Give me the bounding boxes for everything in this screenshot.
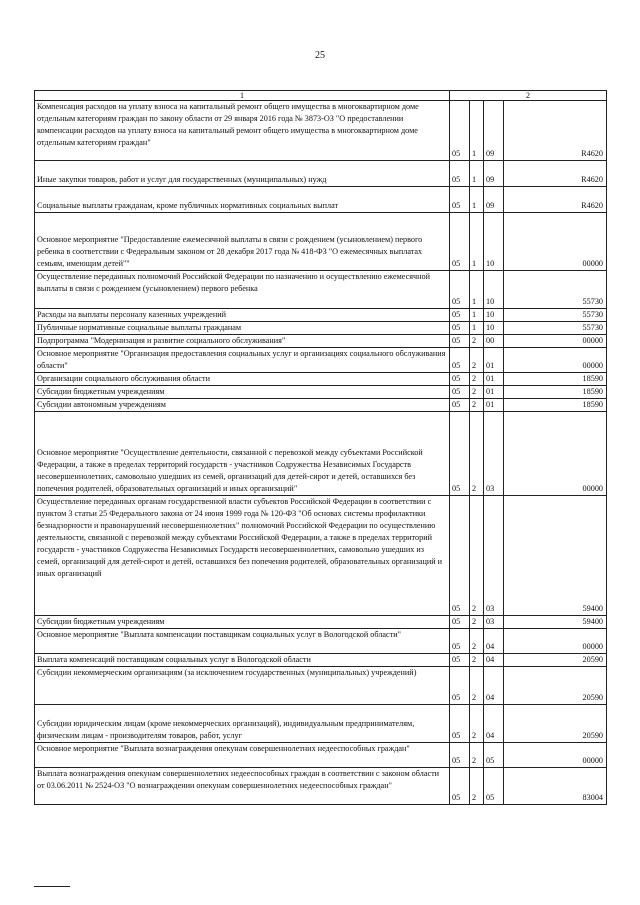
code-direction: 18590 (504, 373, 607, 386)
code-direction: 55730 (504, 322, 607, 335)
code-direction: 55730 (504, 309, 607, 322)
code-direction: 18590 (504, 399, 607, 412)
code-subprogram: 10 (484, 213, 504, 271)
code-subprogram: 04 (484, 667, 504, 705)
code-program: 2 (470, 768, 484, 805)
row-description: Основное мероприятие "Осуществление деятельности, связанной с перевозкой между субъектами Российской Федерации, а также в пределах территорий государств - участников Содружества Независимых Государств несовершеннолетних, самовольно ушедших из семей, организаций для детей-сирот и детей, оставшихся без попечения родителей, образовательных организаций и иных организаций" (35, 412, 450, 496)
code-section: 05 (450, 768, 470, 805)
code-section: 05 (450, 335, 470, 348)
table-row (35, 213, 607, 271)
code-subprogram: 10 (484, 309, 504, 322)
code-subprogram: 03 (484, 496, 504, 616)
code-section: 05 (450, 667, 470, 705)
code-section: 05 (450, 616, 470, 629)
code-section: 05 (450, 348, 470, 373)
code-program: 2 (470, 667, 484, 705)
table-row (35, 309, 607, 322)
table-header-row (35, 91, 607, 101)
code-direction: 00000 (504, 629, 607, 654)
code-subprogram: 09 (484, 187, 504, 213)
code-section: 05 (450, 399, 470, 412)
code-program: 2 (470, 412, 484, 496)
code-direction: 83004 (504, 768, 607, 805)
table-row (35, 768, 607, 805)
table-row (35, 322, 607, 335)
table-row (35, 161, 607, 187)
budget-classification-table (34, 90, 607, 805)
code-direction: 00000 (504, 335, 607, 348)
code-direction: 18590 (504, 386, 607, 399)
code-section: 05 (450, 213, 470, 271)
code-direction: 59400 (504, 496, 607, 616)
table-row (35, 743, 607, 768)
row-description: Основное мероприятие "Предоставление ежемесячной выплаты в связи с рождением (усыновлением) первого ребенка в соответствии с Федеральным законом от 28 декабря 2017 года № 418-ФЗ "О ежемесячных выплатах семьям, имеющим детей"" (35, 213, 450, 271)
code-program: 1 (470, 187, 484, 213)
code-program: 2 (470, 335, 484, 348)
code-direction: R4620 (504, 101, 607, 161)
code-subprogram: 00 (484, 335, 504, 348)
code-section: 05 (450, 322, 470, 335)
row-description: Основное мероприятие "Выплата компенсации поставщикам социальных услуг в Вологодской области" (35, 629, 450, 654)
row-description: Выплата компенсаций поставщикам социальных услуг в Вологодской области (35, 654, 450, 667)
code-subprogram: 10 (484, 271, 504, 309)
code-program: 1 (470, 309, 484, 322)
table-row (35, 348, 607, 373)
code-subprogram: 01 (484, 386, 504, 399)
code-direction: 00000 (504, 348, 607, 373)
row-description: Подпрограмма "Модернизация и развитие социального обслуживания" (35, 335, 450, 348)
row-description: Выплата вознаграждения опекунам совершеннолетних недееспособных граждан в соответствии с законом области от 03.06.2011 № 2524-ОЗ "О вознаграждении опекунам совершеннолетних недееспособных граждан" (35, 768, 450, 805)
table-row (35, 187, 607, 213)
code-program: 1 (470, 213, 484, 271)
table-row (35, 496, 607, 616)
row-description: Субсидии бюджетным учреждениям (35, 386, 450, 399)
row-description: Осуществление переданных органам государственной власти субъектов Российской Федерации в соответствии с пунктом 3 статьи 25 Федерального закона от 24 июня 1999 года № 120-ФЗ "Об основах системы профилактики безнадзорности и правонарушений несовершеннолетних" полномочий Российской Федерации по осуществлению деятельности, связанной с перевозкой между субъектами Российской Федерации, а также в пределах территорий государств - участников Содружества Независимых Государств несовершеннолетних, самовольно ушедших из семей, организаций для детей-сирот и детей, оставшихся без попечения родителей, образовательных организаций и иных организаций (35, 496, 450, 616)
code-program: 2 (470, 348, 484, 373)
code-program: 2 (470, 399, 484, 412)
code-direction: 00000 (504, 412, 607, 496)
row-description: Субсидии некоммерческим организациям (за исключением государственных (муниципальных) учреждений) (35, 667, 450, 705)
code-program: 2 (470, 743, 484, 768)
row-description: Иные закупки товаров, работ и услуг для государственных (муниципальных) нужд (35, 161, 450, 187)
row-description: Субсидии автономным учреждениям (35, 399, 450, 412)
table-row (35, 271, 607, 309)
page-number: 25 (315, 50, 325, 61)
row-description: Публичные нормативные социальные выплаты гражданам (35, 322, 450, 335)
row-description: Субсидии бюджетным учреждениям (35, 616, 450, 629)
code-subprogram: 03 (484, 412, 504, 496)
code-section: 05 (450, 161, 470, 187)
table-row (35, 373, 607, 386)
header-col-2: 2 (450, 91, 607, 101)
row-description: Компенсация расходов на уплату взноса на капитальный ремонт общего имущества в многоквартирном доме отдельным категориям граждан по закону области от 29 января 2016 года № 3873-ОЗ "О предоставлении компенсации расходов на уплату взноса на капитальный ремонт общего имущества в многоквартирном доме отдельным категориям граждан" (35, 101, 450, 161)
table-row (35, 399, 607, 412)
table-row (35, 629, 607, 654)
code-section: 05 (450, 386, 470, 399)
code-section: 05 (450, 412, 470, 496)
code-section: 05 (450, 629, 470, 654)
code-section: 05 (450, 743, 470, 768)
code-section: 05 (450, 309, 470, 322)
table-row (35, 667, 607, 705)
table-row (35, 335, 607, 348)
code-subprogram: 05 (484, 768, 504, 805)
code-section: 05 (450, 271, 470, 309)
code-subprogram: 04 (484, 629, 504, 654)
code-subprogram: 09 (484, 101, 504, 161)
row-description: Расходы на выплаты персоналу казенных учреждений (35, 309, 450, 322)
code-subprogram: 04 (484, 654, 504, 667)
code-direction: 00000 (504, 213, 607, 271)
code-direction: R4620 (504, 161, 607, 187)
code-section: 05 (450, 654, 470, 667)
code-section: 05 (450, 373, 470, 386)
table-row (35, 654, 607, 667)
code-direction: 59400 (504, 616, 607, 629)
code-program: 2 (470, 654, 484, 667)
footnote-divider (34, 886, 70, 887)
code-program: 1 (470, 101, 484, 161)
code-section: 05 (450, 496, 470, 616)
code-direction: 55730 (504, 271, 607, 309)
code-direction: 20590 (504, 667, 607, 705)
code-direction: 20590 (504, 654, 607, 667)
code-direction: 00000 (504, 743, 607, 768)
code-subprogram: 05 (484, 743, 504, 768)
row-description: Основное мероприятие "Выплата вознаграждения опекунам совершеннолетних недееспособных граждан" (35, 743, 450, 768)
code-program: 2 (470, 616, 484, 629)
code-program: 2 (470, 373, 484, 386)
table-row (35, 412, 607, 496)
code-subprogram: 09 (484, 161, 504, 187)
table-row (35, 386, 607, 399)
code-program: 2 (470, 496, 484, 616)
code-program: 1 (470, 271, 484, 309)
code-subprogram: 03 (484, 616, 504, 629)
code-program: 2 (470, 629, 484, 654)
row-description: Основное мероприятие "Организация предоставления социальных услуг и организациях социального обслуживания области" (35, 348, 450, 373)
code-program: 2 (470, 386, 484, 399)
code-section: 05 (450, 101, 470, 161)
table-row (35, 101, 607, 161)
code-direction: 20590 (504, 705, 607, 743)
code-subprogram: 10 (484, 322, 504, 335)
code-subprogram: 01 (484, 373, 504, 386)
row-description: Социальные выплаты гражданам, кроме публичных нормативных социальных выплат (35, 187, 450, 213)
table-row (35, 705, 607, 743)
code-subprogram: 01 (484, 348, 504, 373)
code-program: 1 (470, 322, 484, 335)
code-program: 2 (470, 705, 484, 743)
header-col-1: 1 (35, 91, 450, 101)
row-description: Организации социального обслуживания области (35, 373, 450, 386)
code-section: 05 (450, 187, 470, 213)
code-subprogram: 01 (484, 399, 504, 412)
row-description: Осуществление переданных полномочий Российской Федерации по назначению и осуществлению ежемесячной выплаты в связи с рождением (усыновлением) первого ребенка (35, 271, 450, 309)
row-description: Субсидии юридическим лицам (кроме некоммерческих организаций), индивидуальным предпринимателям, физическим лицам - производителям товаров, работ, услуг (35, 705, 450, 743)
code-direction: R4620 (504, 187, 607, 213)
table-row (35, 616, 607, 629)
code-subprogram: 04 (484, 705, 504, 743)
code-section: 05 (450, 705, 470, 743)
code-program: 1 (470, 161, 484, 187)
